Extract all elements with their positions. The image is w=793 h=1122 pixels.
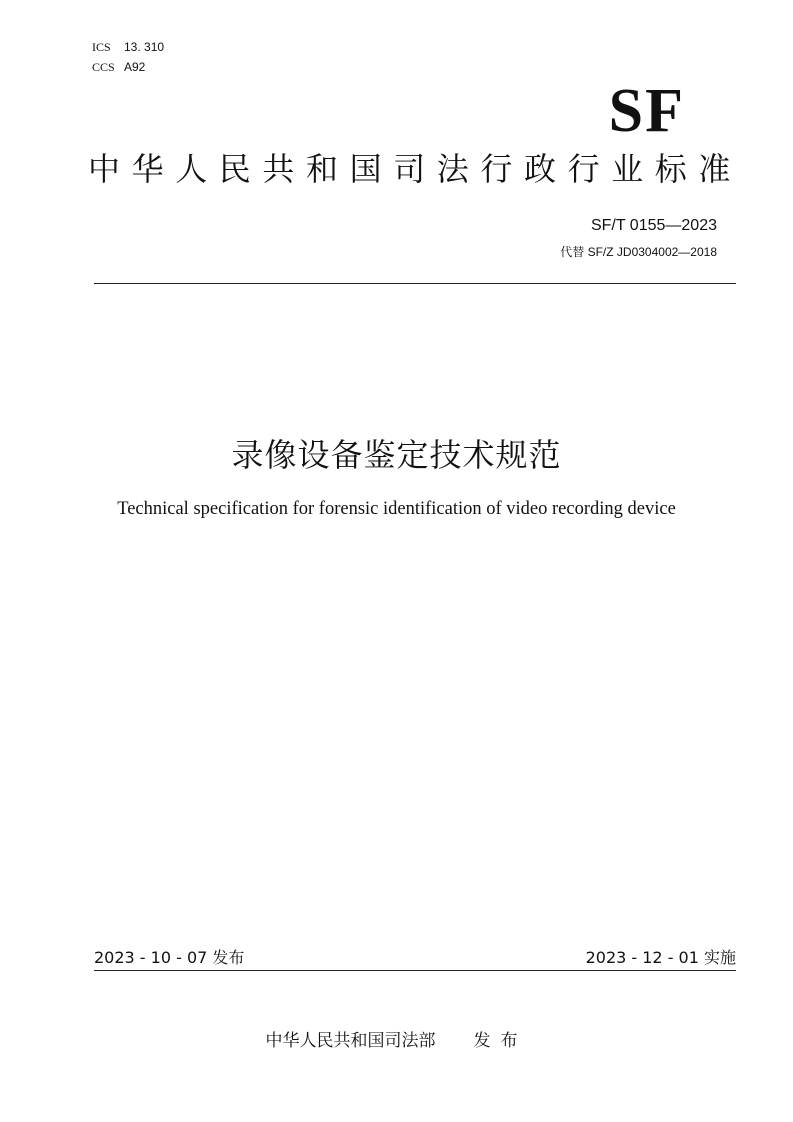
ics-label: ICS <box>92 40 111 54</box>
ccs-label: CCS <box>92 60 115 74</box>
standard-category: 中华人民共和国司法行政行业标准 <box>88 150 743 188</box>
footer-divider <box>94 970 736 971</box>
issuer-name: 中华人民共和国司法部 <box>265 1031 436 1051</box>
ccs-value: A92 <box>124 60 146 74</box>
ics-value: 13. 310 <box>124 40 165 54</box>
issue-action: 发布 <box>473 1031 528 1051</box>
implementation-date: 2023 - 12 - 01 实施 <box>585 948 736 967</box>
document-title-chinese: 录像设备鉴定技术规范 <box>231 436 562 474</box>
document-title-english: Technical specification for forensic identification of video recording device <box>117 499 676 519</box>
issuing-authority <box>0 1026 793 1051</box>
replaces-standard: 代替 SF/Z JD0304002—2018 <box>560 245 717 259</box>
standard-number: SF/T 0155—2023 <box>590 217 717 234</box>
ics-code <box>92 40 164 55</box>
header-divider <box>94 283 736 284</box>
sf-logo-mark: SF <box>608 77 685 145</box>
ccs-code <box>92 60 145 75</box>
issue-date: 2023 - 10 - 07 发布 <box>94 948 245 967</box>
